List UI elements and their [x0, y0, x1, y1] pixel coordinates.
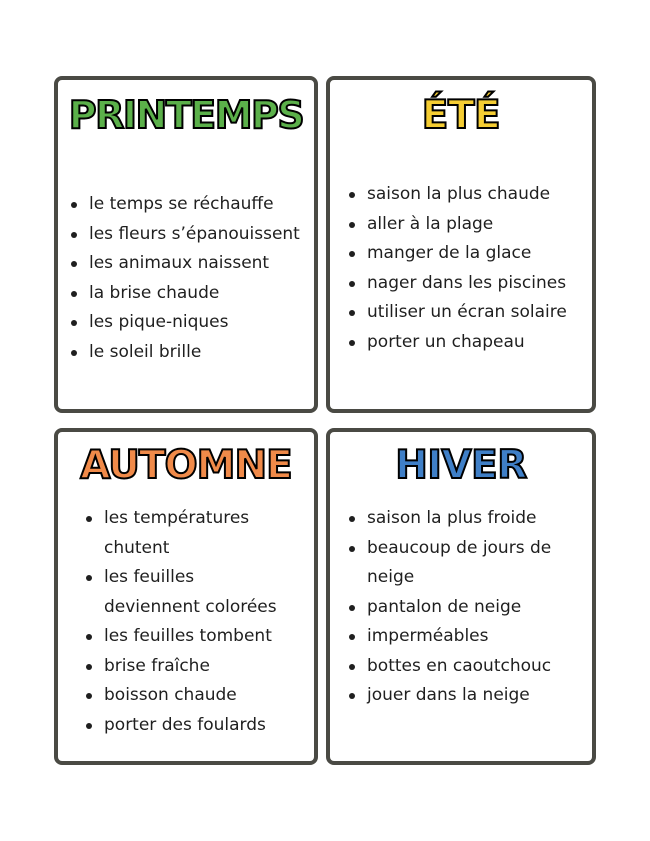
list-item: jouer dans la neige [347, 681, 572, 711]
list-item: la brise chaude [69, 279, 313, 309]
list-item: les feuilles deviennent colorées [84, 563, 294, 622]
list-item: les fleurs s’épanouissent [69, 220, 313, 250]
list-item: aller à la plage [347, 210, 587, 240]
list-item: saison la plus chaude [347, 180, 587, 210]
item-list-ete [347, 180, 587, 357]
card-title-automne: AUTOMNE [80, 443, 292, 488]
list-item: manger de la glace [347, 239, 587, 269]
list-item: bottes en caoutchouc [347, 652, 572, 682]
item-list-automne [84, 504, 294, 740]
list-item: porter un chapeau [347, 328, 587, 358]
list-item: pantalon de neige [347, 593, 572, 623]
list-item: les feuilles tombent [84, 622, 294, 652]
card-title-ete: ÉTÉ [421, 93, 501, 138]
list-item: utiliser un écran solaire [347, 298, 587, 328]
list-item: brise fraîche [84, 652, 294, 682]
list-item: le temps se réchauffe [69, 190, 313, 220]
item-list-printemps [69, 190, 313, 367]
list-item: les températures chutent [84, 504, 294, 563]
list-item: nager dans les piscines [347, 269, 587, 299]
card-automne [54, 428, 318, 765]
list-item: les animaux naissent [69, 249, 313, 279]
card-printemps [54, 76, 318, 413]
card-ete [326, 76, 596, 413]
list-item: beaucoup de jours de neige [347, 534, 572, 593]
list-item: imperméables [347, 622, 572, 652]
list-item: boisson chaude [84, 681, 294, 711]
list-item: le soleil brille [69, 338, 313, 368]
list-item: les pique-niques [69, 308, 313, 338]
card-title-hiver: HIVER [395, 443, 527, 488]
list-item: porter des foulards [84, 711, 294, 741]
item-list-hiver [347, 504, 572, 711]
list-item: saison la plus froide [347, 504, 572, 534]
card-title-printemps: PRINTEMPS [68, 93, 304, 137]
card-hiver [326, 428, 596, 765]
